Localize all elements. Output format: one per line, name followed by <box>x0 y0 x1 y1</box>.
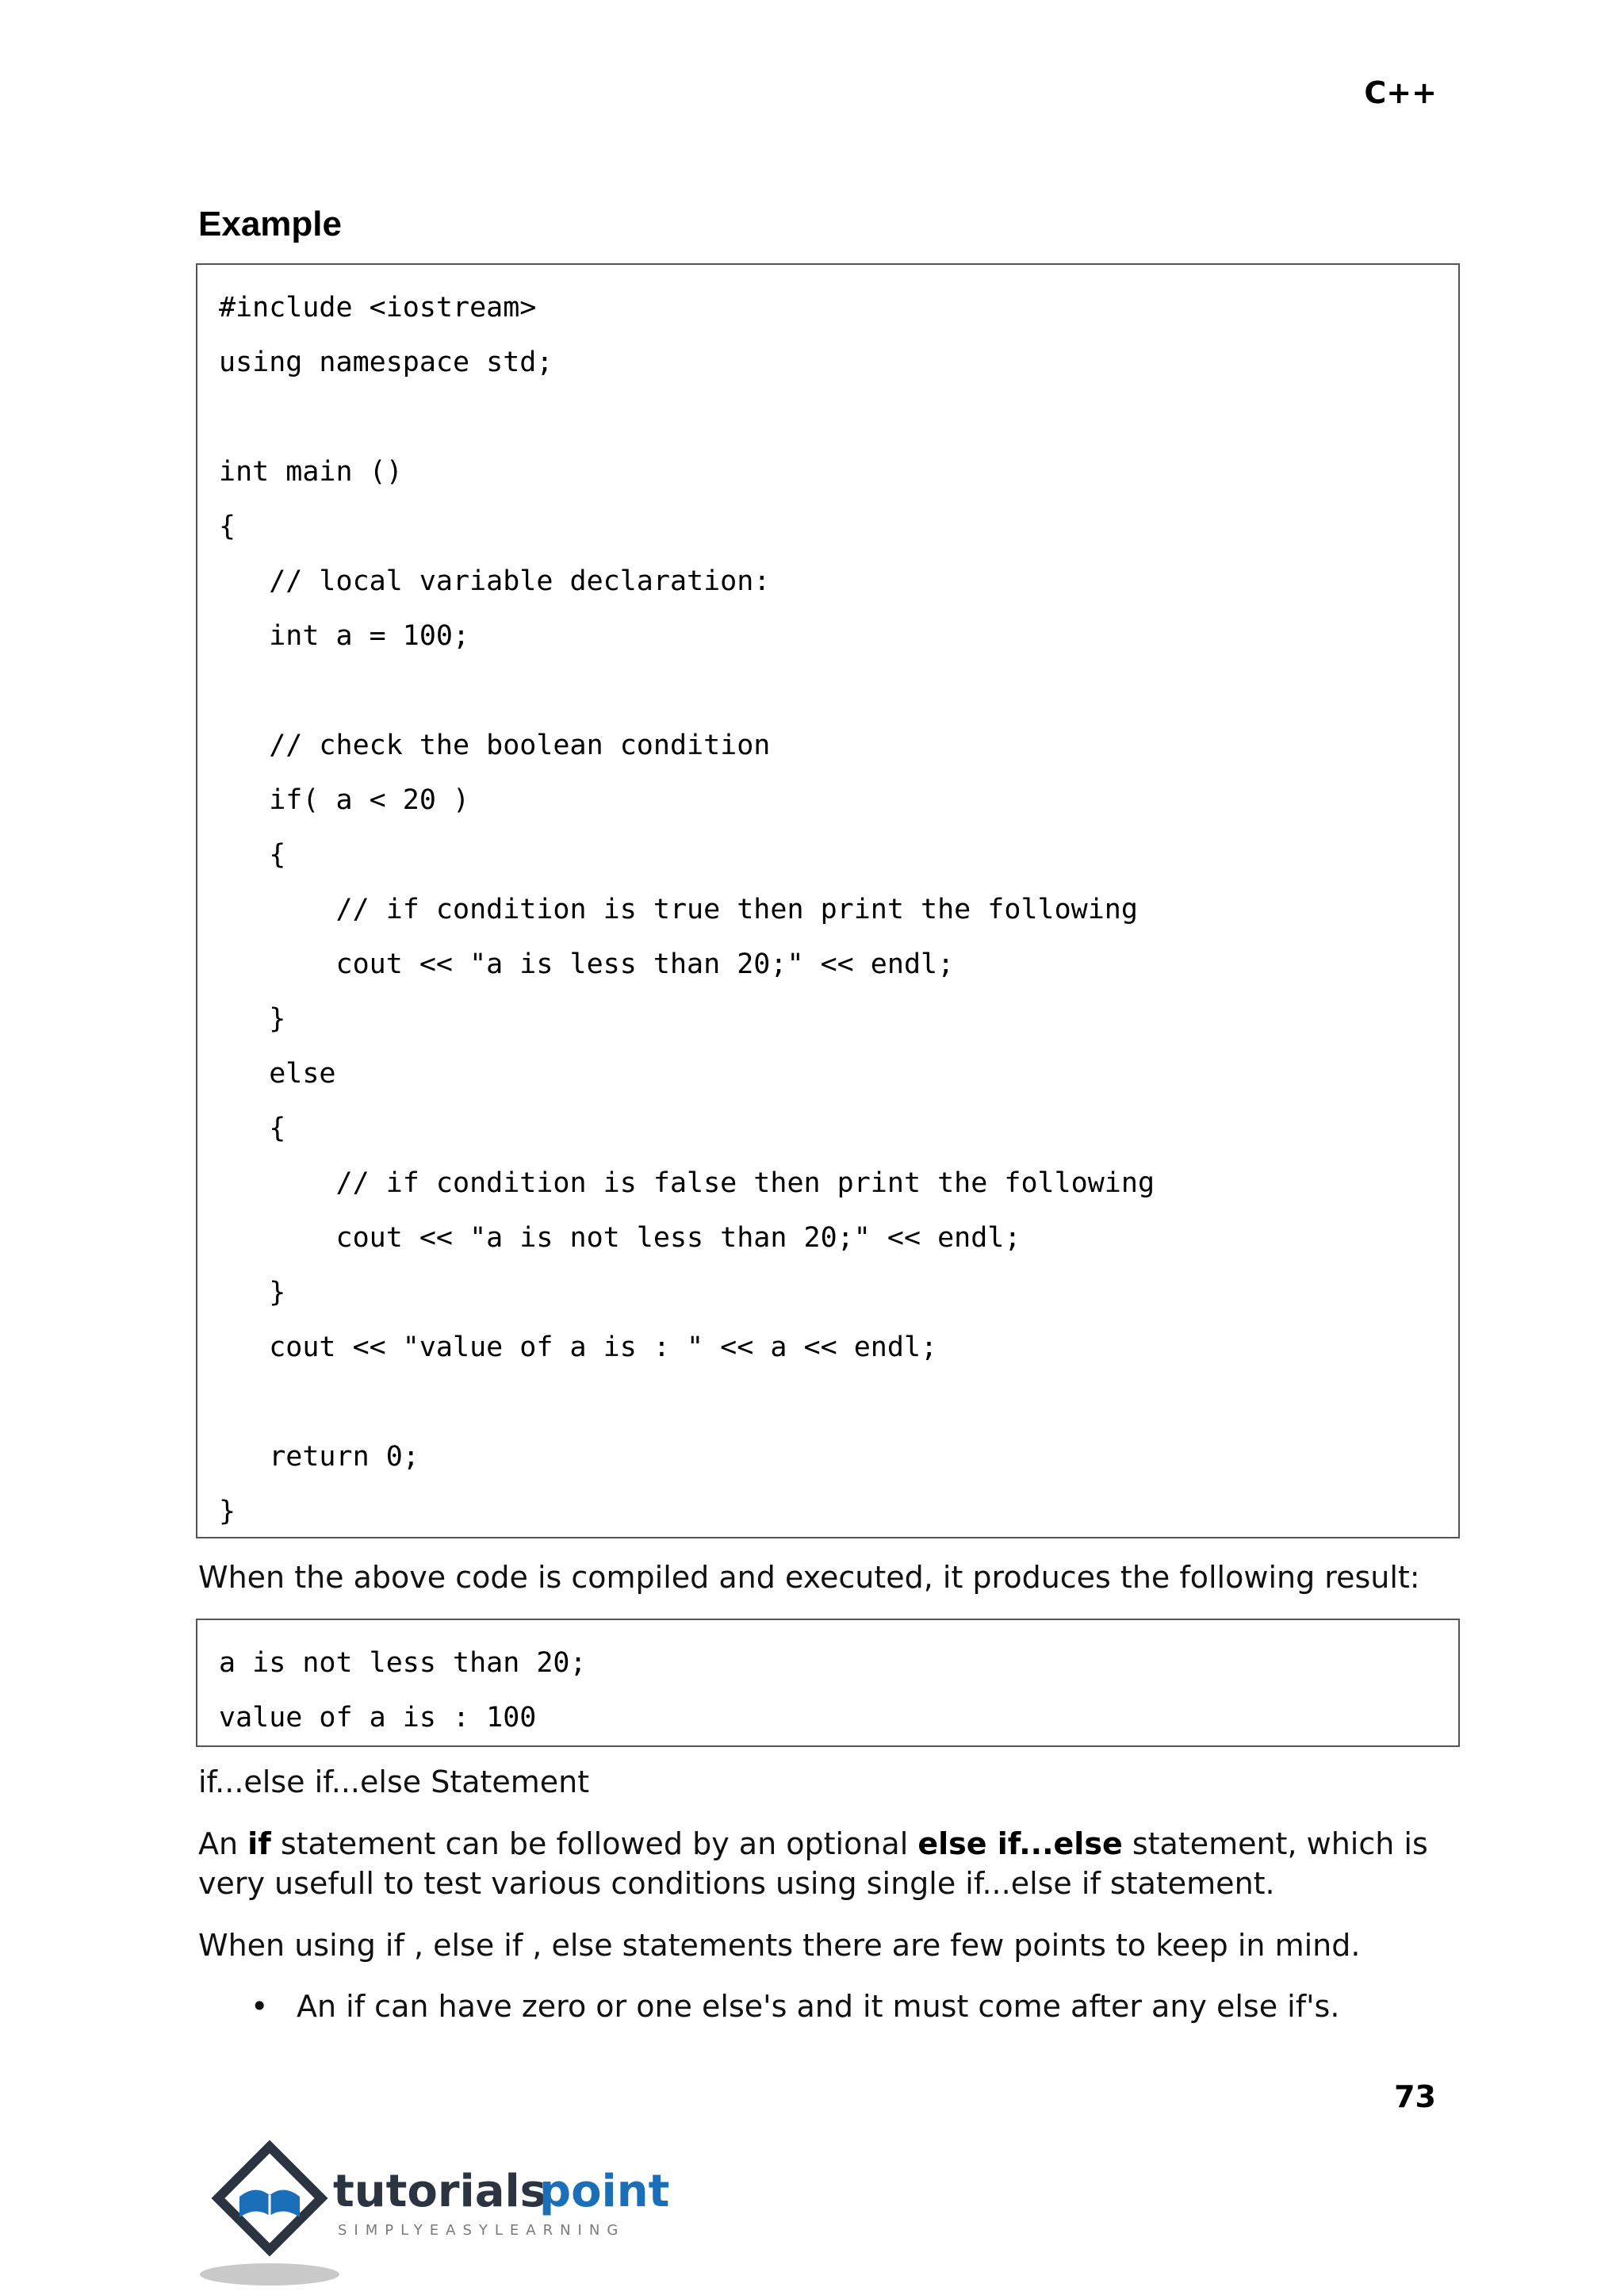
code-line: using namespace std; <box>219 347 553 378</box>
example-heading: Example <box>198 205 342 243</box>
brand-tagline: SIMPLYEASYLEARNING <box>338 2222 626 2239</box>
code-line: int a = 100; <box>219 620 470 652</box>
tutorialspoint-logo <box>190 2133 698 2292</box>
bullet-dot-icon: • <box>251 1989 269 2024</box>
code-line: cout << "a is not less than 20;" << endl; <box>219 1222 1021 1254</box>
paragraph-points: When using if , else if , else statements there are few points to keep in mind. <box>198 1928 1361 1963</box>
bullet-text: An if can have zero or one else's and it must come after any else if's. <box>297 1989 1340 2024</box>
code-line: } <box>219 1496 236 1527</box>
keyword-if: if <box>247 1826 271 1861</box>
code-line: } <box>219 1003 286 1035</box>
list-item <box>198 1987 1467 2026</box>
paragraph-text: An <box>198 1826 248 1861</box>
code-line: else <box>219 1058 336 1090</box>
code-line: // local variable declaration: <box>219 565 771 597</box>
code-line: cout << "value of a is : " << a << endl; <box>219 1331 938 1363</box>
page-number: 73 <box>1394 2079 1436 2114</box>
subheading: if...else if...else Statement <box>198 1764 590 1799</box>
page-header-title: C++ <box>1364 75 1437 110</box>
logo-shadow-ellipse <box>200 2263 339 2285</box>
bullet-list <box>198 1987 1467 2026</box>
code-line: { <box>219 839 286 871</box>
result-intro-text: When the above code is compiled and executed, it produces the following result: <box>198 1560 1420 1595</box>
code-block <box>196 263 1460 1538</box>
output-line: a is not less than 20; <box>219 1647 587 1679</box>
code-line <box>197 1375 1458 1430</box>
code-line: cout << "a is less than 20;" << endl; <box>219 948 955 980</box>
code-line: #include <iostream> <box>219 292 537 324</box>
code-line: if( a < 20 ) <box>219 784 470 816</box>
code-line: { <box>219 511 236 542</box>
output-line: value of a is : 100 <box>219 1702 537 1734</box>
code-line: // if condition is true then print the following <box>219 894 1138 925</box>
paragraph-text: statement can be followed by an optional <box>270 1826 918 1861</box>
code-line: int main () <box>219 456 403 488</box>
code-line: } <box>219 1277 286 1308</box>
code-line <box>197 390 1458 445</box>
code-line: { <box>219 1113 286 1144</box>
code-line: // if condition is false then print the following <box>219 1167 1155 1199</box>
code-line: // check the boolean condition <box>219 730 771 761</box>
code-line: return 0; <box>219 1441 419 1473</box>
code-line <box>197 664 1458 718</box>
paragraph-if-else-if <box>198 1824 1467 1903</box>
brand-name-part1: tutorials <box>333 2166 547 2217</box>
brand-name-part2: point <box>539 2166 670 2217</box>
paragraph-text: statement, which is very usefull to test various conditions using single if...else if statement. <box>198 1826 1428 1901</box>
output-block <box>196 1619 1460 1747</box>
keyword-else-if-else: else if...else <box>917 1826 1123 1861</box>
